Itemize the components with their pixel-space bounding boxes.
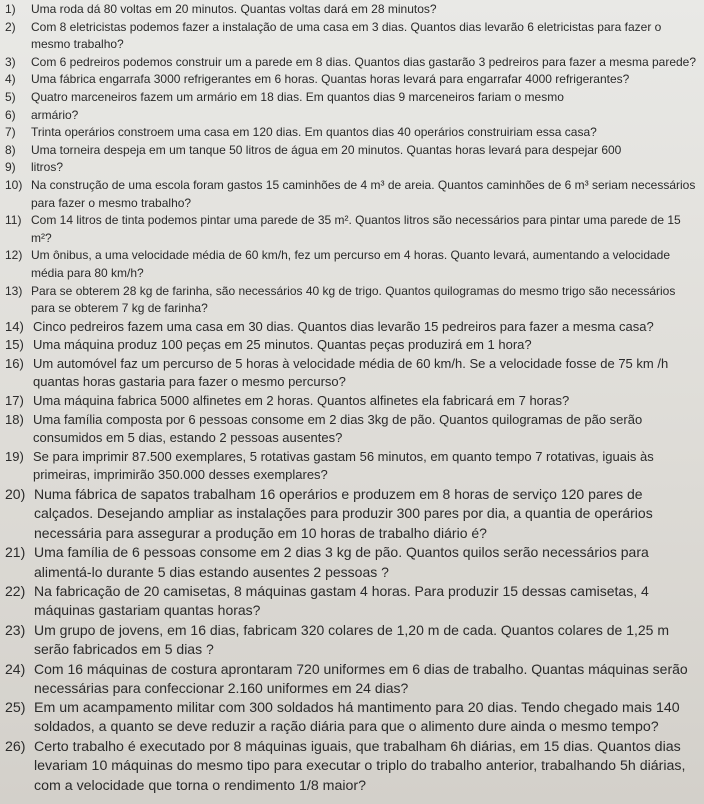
question-text: Um grupo de jovens, em 16 dias, fabricam 320 colares de 1,20 m de cada. Quantos colares de 1,25 m serão fabricados em 5 dias ?	[34, 621, 670, 658]
question-number: 3)	[5, 54, 16, 69]
question-text: Na fabricação de 20 camisetas, 8 máquinas gastam 4 horas. Para produzir 15 dessas camisetas, 4 máquinas gastariam quantas horas?	[34, 583, 649, 619]
question-number: 4)	[5, 72, 16, 87]
question-number: 2)	[5, 19, 16, 34]
question-number: 17)	[5, 393, 24, 409]
question-26	[5, 738, 698, 797]
question-number: 9)	[5, 160, 16, 175]
question-text: Uma fábrica engarrafa 3000 refrigerantes em 6 horas. Quantas horas levará para engarrafar 4000 refrigerantes?	[31, 72, 630, 87]
question-8	[5, 142, 698, 160]
question-number: 12)	[5, 248, 23, 263]
question-text: Certo trabalho é executado por 8 máquinas iguais, que trabalham 6h diárias, em 15 dias. Quantos dias levariam 10 máquinas do mesmo tipo para executar o triplo do trabalho anterior, trabalhando 5h diárias, com a velocidade que torna o rendimento 1/8 maior?	[34, 738, 686, 794]
question-12	[5, 247, 698, 282]
question-text: armário?	[31, 107, 79, 122]
question-number: 7)	[5, 125, 16, 140]
question-text: Com 16 máquinas de costura aprontaram 720 uniformes em 6 dias de trabalho. Quantas máquinas serão necessárias para confeccionar 2.160 uniformes em 24 dias?	[34, 660, 688, 697]
question-1	[5, 1, 698, 19]
question-22	[5, 582, 698, 621]
question-number: 15)	[5, 337, 24, 353]
question-18	[5, 411, 698, 448]
question-11	[5, 212, 698, 247]
question-17	[5, 392, 698, 411]
question-23	[5, 621, 698, 660]
question-number: 22)	[5, 583, 26, 600]
question-number: 21)	[5, 544, 26, 561]
question-text: Quatro marceneiros fazem um armário em 18 dias. Em quantos dias 9 marceneiros fariam o mesmo	[31, 89, 564, 104]
question-number: 13)	[5, 283, 23, 298]
question-number: 18)	[5, 411, 24, 427]
question-number: 11)	[5, 213, 22, 228]
question-text: Com 6 pedreiros podemos construir um a parede em 8 dias. Quantos dias gastarão 3 pedreiros para fazer a mesma parede?	[31, 54, 697, 69]
question-9	[5, 159, 698, 177]
question-3	[5, 54, 698, 72]
question-7	[5, 124, 698, 142]
question-number: 25)	[5, 699, 26, 716]
question-24	[5, 660, 698, 699]
question-13	[5, 283, 698, 318]
question-21	[5, 543, 698, 582]
question-text: Uma torneira despeja em um tanque 50 litros de água em 20 minutos. Quantas horas levará para despejar 600	[31, 142, 622, 157]
question-text: Uma família de 6 pessoas consome em 2 dias 3 kg de pão. Quantos quilos serão necessários para alimentá-lo durante 5 dias estando ausentes 2 pessoas ?	[34, 544, 649, 580]
question-text: Um ônibus, a uma velocidade média de 60 km/h, fez um percurso em 4 horas. Quanto levará, aumentando a velocidade média para 80 km/h?	[31, 248, 671, 280]
question-text: Uma máquina produz 100 peças em 25 minutos. Quantas peças produzirá em 1 hora?	[33, 337, 532, 353]
question-16	[5, 355, 698, 392]
question-number: 24)	[5, 660, 26, 677]
question-text: Trinta operários constroem uma casa em 120 dias. Em quantos dias 40 operários construiriam essa casa?	[31, 125, 597, 140]
question-number: 19)	[5, 448, 24, 464]
question-25	[5, 699, 698, 738]
question-text: Uma família composta por 6 pessoas consome em 2 dias 3kg de pão. Quantos quilogramas de pão serão consumidos em 5 dias, estando 2 pessoas ausentes?	[33, 411, 643, 446]
question-text: Com 14 litros de tinta podemos pintar uma parede de 35 m². Quantos litros são necessários para pintar uma parede de 15 m²?	[31, 213, 681, 245]
question-4	[5, 71, 698, 89]
question-number: 8)	[5, 142, 16, 157]
question-number: 6)	[5, 107, 16, 122]
question-number: 26)	[5, 738, 26, 755]
question-text: Em um acampamento militar com 300 soldados há mantimento para 20 dias. Tendo chegado mais 140 soldados, a quanto se deve reduzir a ração diária para que o alimento dure ainda o mesmo tempo?	[34, 699, 680, 736]
question-19	[5, 448, 698, 485]
question-text: Um automóvel faz um percurso de 5 horas à velocidade média de 60 km/h. Se a velocidade fosse de 75 km /h quantas horas gastaria para fazer o mesmo percurso?	[33, 355, 669, 390]
question-text: Numa fábrica de sapatos trabalham 16 operários e produzem em 8 horas de serviço 120 pares de calçados. Desejando ampliar as instalações para produzir 300 pares por dia, a quantia de operários necessária para assegurar a produção em 10 horas de trabalho diário é?	[34, 486, 653, 541]
question-text: litros?	[31, 160, 64, 175]
question-number: 20)	[5, 486, 26, 503]
question-text: Uma máquina fabrica 5000 alfinetes em 2 horas. Quantos alfinetes ela fabricará em 7 horas?	[33, 393, 570, 409]
question-text: Com 8 eletricistas podemos fazer a instalação de uma casa em 3 dias. Quantos dias levarão 6 eletricistas para fazer o mesmo trabalho?	[31, 19, 662, 52]
question-number: 16)	[5, 355, 24, 371]
question-number: 5)	[5, 89, 16, 104]
question-text: Se para imprimir 87.500 exemplares, 5 rotativas gastam 56 minutos, em quanto tempo 7 rotativas, iguais às primeiras, imprimirão 350.000 desses exemplares?	[33, 448, 654, 483]
question-number: 23)	[5, 621, 26, 638]
question-text: Cinco pedreiros fazem uma casa em 30 dias. Quantos dias levarão 15 pedreiros para fazer a mesma casa?	[33, 318, 654, 334]
question-6	[5, 107, 698, 125]
question-text: Para se obterem 28 kg de farinha, são necessários 40 kg de trigo. Quantos quilogramas do mesmo trigo são necessários para se obterem 7 kg de farinha?	[31, 283, 676, 316]
question-number: 14)	[5, 318, 24, 334]
question-5	[5, 89, 698, 107]
question-2	[5, 19, 698, 54]
question-number: 10)	[5, 177, 23, 192]
question-text: Na construção de uma escola foram gastos 15 caminhões de 4 m³ de areia. Quantos caminhões de 6 m³ seriam necessários para fazer o mesmo trabalho?	[31, 177, 696, 210]
question-10	[5, 177, 698, 212]
question-number: 1)	[5, 2, 16, 16]
question-text: Uma roda dá 80 voltas em 20 minutos. Quantas voltas dará em 28 minutos?	[31, 2, 437, 16]
question-15	[5, 336, 698, 355]
question-20	[5, 485, 698, 543]
question-14	[5, 318, 698, 337]
